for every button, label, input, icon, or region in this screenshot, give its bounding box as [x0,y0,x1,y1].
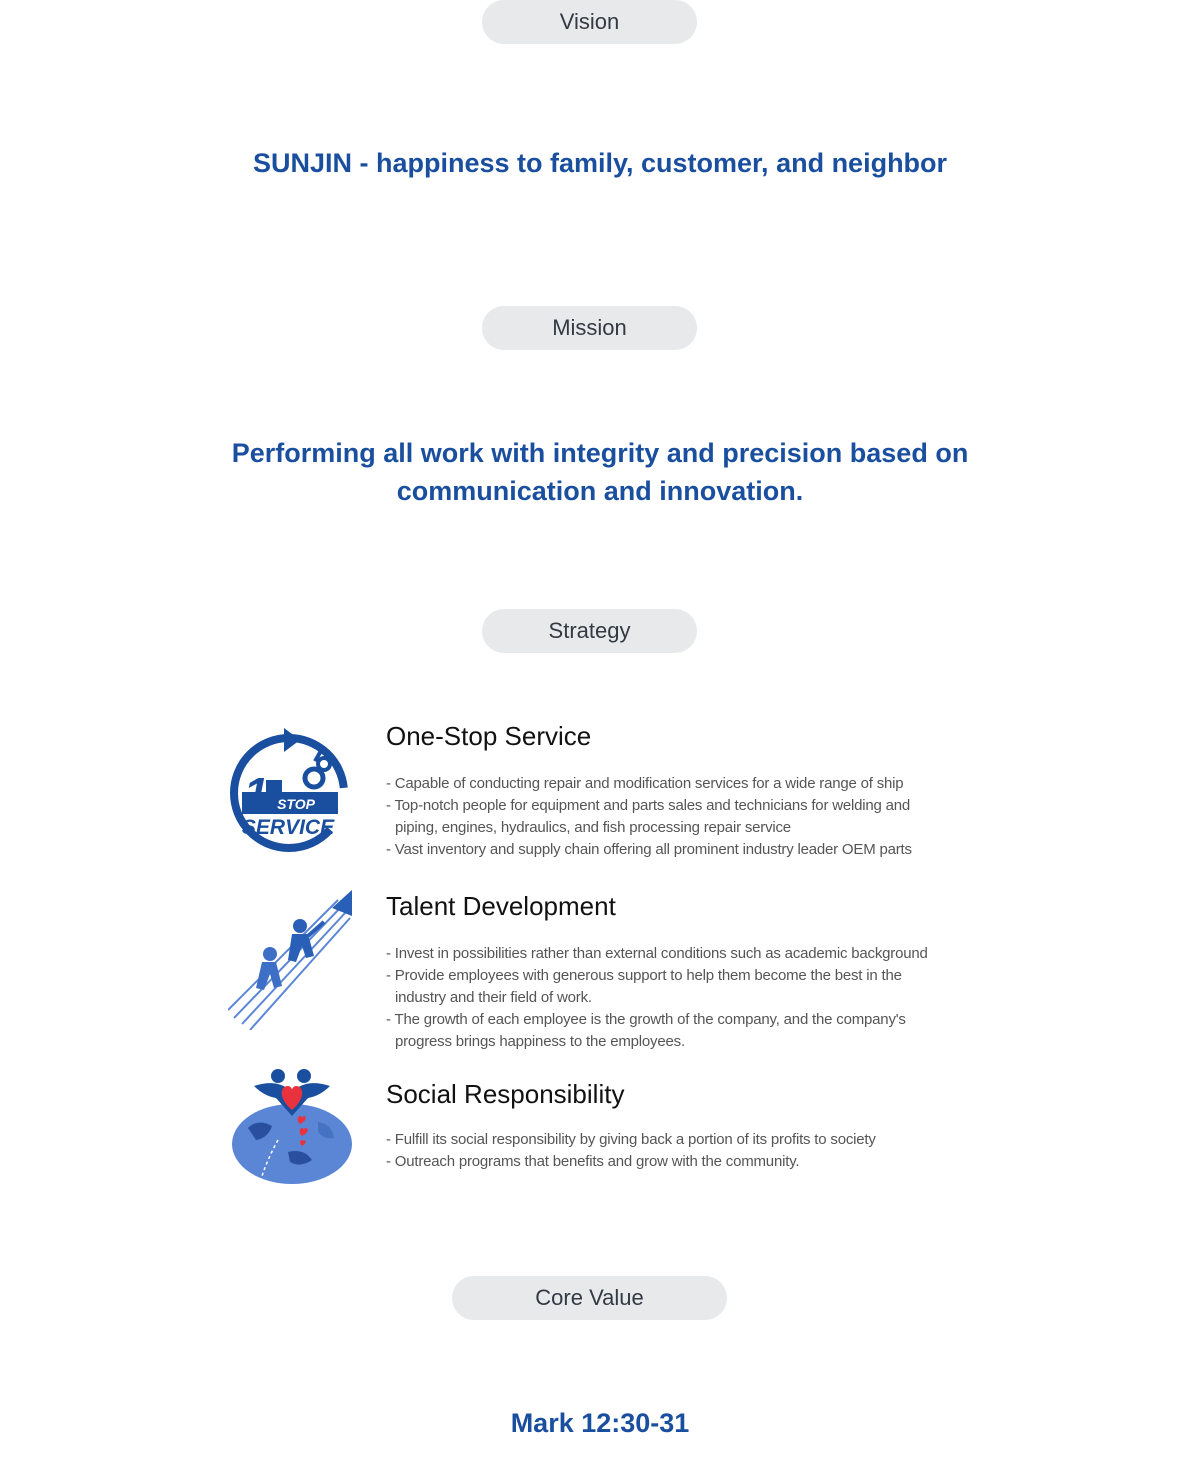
strategy-title-social-responsibility: Social Responsibility [386,1079,625,1109]
globe-hearts-icon [228,1068,356,1208]
one-stop-service-icon [228,720,356,860]
strategy-bullets-one-stop-service [386,773,986,861]
strategy-bullet: - The growth of each employee is the growth of the company, and the company's progress brings happiness to the employees. [386,1011,906,1050]
strategy-bullet: - Capable of conducting repair and modification services for a wide range of ship [386,775,904,792]
core-value-label: Core Value [452,1276,727,1320]
mission-label: Mission [482,306,697,350]
strategy-bullet: - Invest in possibilities rather than external conditions such as academic background [386,945,928,962]
core-value-statement: Mark 12:30-31 [510,1408,690,1438]
strategy-bullet: - Vast inventory and supply chain offering all prominent industry leader OEM parts [386,841,912,858]
mission-statement-line2: communication and innovation. [396,476,804,506]
strategy-item-one-stop-service [228,720,988,870]
vision-label: Vision [482,0,697,44]
strategy-item-talent-development [228,890,988,1060]
climbing-people-arrow-icon [228,890,356,1030]
strategy-bullet: - Top-notch people for equipment and parts sales and technicians for welding and piping, engines, hydraulics, and fish processing repair service [386,797,911,836]
strategy-bullet: - Outreach programs that benefits and grow with the community. [386,1153,800,1170]
strategy-bullets-social-responsibility [386,1129,986,1173]
vision-statement: SUNJIN - happiness to family, customer, and neighbor [252,148,948,178]
mission-statement-line1: Performing all work with integrity and precision based on [231,438,969,468]
icon-stop-text: STOP [277,796,315,812]
strategy-title-talent-development: Talent Development [386,891,616,921]
icon-service-text: SERVICE [241,816,335,839]
strategy-label: Strategy [482,609,697,653]
strategy-title-one-stop-service: One-Stop Service [386,721,592,751]
strategy-bullets-talent-development [386,943,986,1053]
strategy-item-social-responsibility [228,1068,988,1198]
strategy-bullet: - Provide employees with generous support to help them become the best in the industry and their field of work. [386,967,902,1006]
strategy-bullet: - Fulfill its social responsibility by giving back a portion of its profits to society [386,1131,876,1148]
mission-statement [0,434,1200,510]
